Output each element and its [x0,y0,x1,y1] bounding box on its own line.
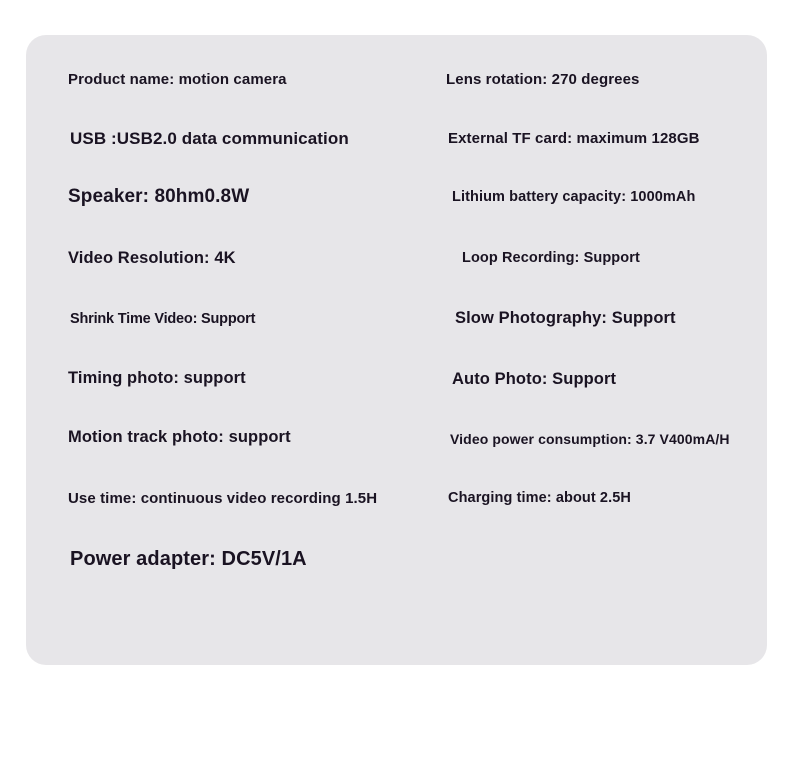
spec-lens-rotation: Lens rotation: 270 degrees [446,71,640,88]
spec-shrink-time-video: Shrink Time Video: Support [70,311,256,327]
spec-external-tf-card: External TF card: maximum 128GB [448,130,700,147]
spec-timing-photo: Timing photo: support [68,369,246,387]
spec-slow-photography: Slow Photography: Support [455,309,676,327]
spec-charging-time: Charging time: about 2.5H [448,490,631,506]
spec-loop-recording: Loop Recording: Support [462,250,640,266]
spec-video-resolution: Video Resolution: 4K [68,249,236,267]
spec-lithium-battery: Lithium battery capacity: 1000mAh [452,189,696,205]
spec-card [26,35,767,665]
spec-use-time: Use time: continuous video recording 1.5H [68,490,378,507]
spec-motion-track-photo: Motion track photo: support [68,428,291,446]
spec-auto-photo: Auto Photo: Support [452,370,617,388]
spec-power-adapter: Power adapter: DC5V/1A [70,548,307,570]
spec-speaker: Speaker: 80hm0.8W [68,186,250,207]
spec-product-name: Product name: motion camera [68,71,287,88]
spec-usb: USB :USB2.0 data communication [70,129,349,148]
spec-video-power: Video power consumption: 3.7 V400mA/H [450,431,730,447]
